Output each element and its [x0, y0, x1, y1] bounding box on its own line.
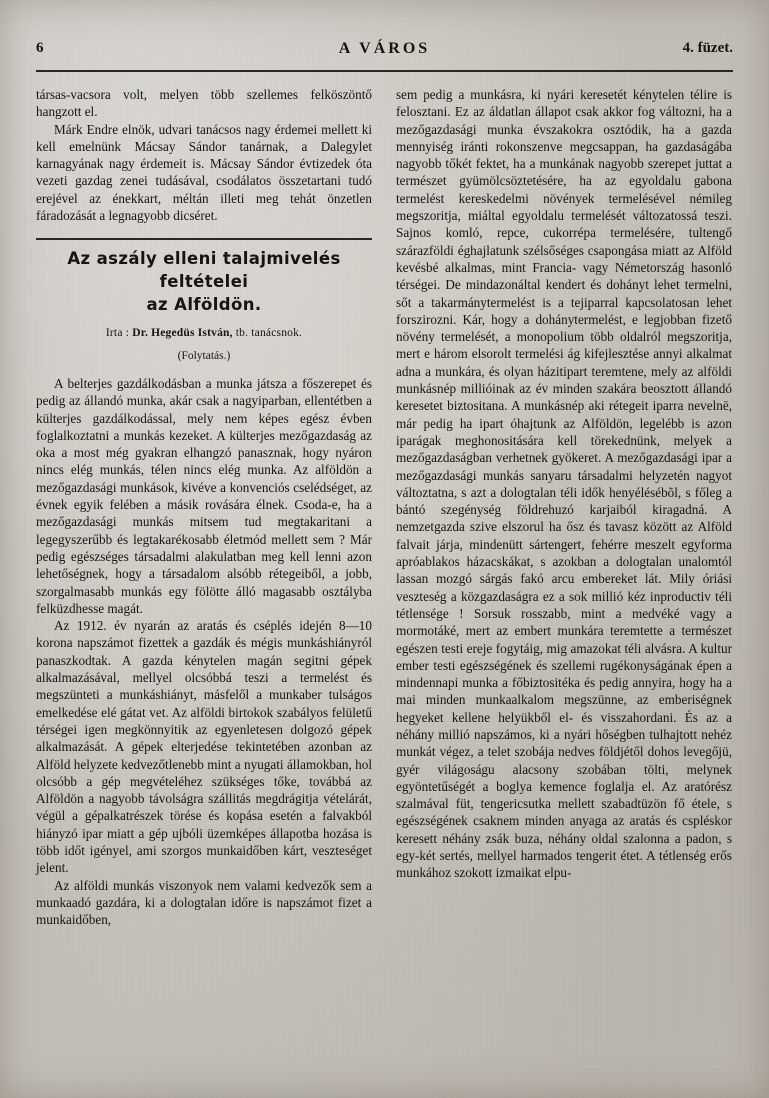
- byline-suffix: tb. tanácsnok.: [235, 327, 303, 340]
- byline-author: Dr. Hegedüs István,: [132, 327, 233, 340]
- left-column: [36, 86, 372, 1070]
- paragraph: A belterjes gazdálkodásban a munka játsza a főszerepet és pedig az állandó munka, akár csak a nagyiparban, ellentétben a külterjes gazdálkodással, mely nem képes egész évben foglalkoztatni a munkás kezeket. A külterjes mezőgazdaság az oka a most még gyakran elhangzó panasznak, hogy nyáron nincs elég munkás, télen nincs elég munka. Az alföldön a mezőgazdasági munkások, kivéve a konvenciós cselédséget, az évnek egyik felében a másik rovására élnek. Csoda-e, ha a mezőgazdasági munkás mitsem tud megtakaritani a legegyszerűbb és legtakarékosabb életmód mellett sem ? Már pedig egészséges társadalmi alakulatban meg kell lenni azon lehetőségnek, hogy a társadalom alsóbb rétegeiből, a jobb, szorgalmasabb munkás egy fölötte álló magasabb osztályba felküzdhesse magát.: [36, 375, 372, 616]
- article-title: [36, 247, 372, 316]
- byline-prefix: Irta :: [105, 327, 130, 340]
- journal-title: A VÁROS: [338, 40, 431, 57]
- article-title-line-1: Az aszály elleni talajmivelés feltételei: [67, 249, 341, 292]
- two-column-body: [36, 86, 733, 1070]
- article-header: [36, 238, 372, 365]
- article-continued-note: (Folytatás.): [177, 349, 231, 362]
- paragraph: sem pedig a munkásra, ki nyári keresetét kénytelen télire is felosztani. Ez az áldatlan állapot csak akkor fog változni, ha a mezőgazdasági munka évszakokra osztódik, ha a gazda mennyiség iránti rokonszenve megcsappan, ha gazdaságába nagyobb tőkét fektet, ha a munkának nagyobb szerepet juttat a természet gyümölcsöztetésére, ha az egyoldalu gabona termelést kereskedelmi növények termelésével némileg megszoritja, miáltal egyoldalu termelését változatossá teszi. Sajnos komló, repce, cukorrépa termelésére, tultengő szárazföldi éghajlatunk szélsőséges csapongása miatt az Alföld kevésbé alkalmas, mint Francia- vagy Németország hasonló térségei. De mindazonáltal kendert és dohányt lehet termelni, sőt a takarmánytermelést is a tejiparral kapcsolatosan lehet forszirozni. Kár, hogy a dohánytermelést, e legjobban fizető növény termelését, a monopolium több oldalról megszoritja, mert e három elsorolt termelési ág kifejlesztése annyi alkalmat adna a munkára, és olyan házitipart teremtene, mely az alföldi munkásnép millióinak az év minden szakára beosztott állandó keresetet biztositana. A munkásnép aki rétegeit iparra nevelnē, már pedig ha ipart óhajtunk az Alföldön, legelébb is azon iparágak meghonositására kell törekednünk, melyek a mezőgazdaságban verhetnek gyökeret. A mezőgazdasági ipar a mezőgazdasági munkás sanyaru társadalmi helyzetén nagyot változtatna, s azt a dologtalan téli idők henyélésébõl, s főleg a bántó szegénység földrehuzó karjaiból kiragadná. A nemzetgazda szive elszorul ha ősz és tavasz között az Alföld falvait járja, mindenütt sártengert, fehérre meszelt egyforma apróablakos házacskákat, s azokban a dologtalan unalomtól lassan mozgó sárgás fakó arcu embereket lát. Mily óriási veszteség a közgazdaságra ez a sok millió kéz inproductiv téli tétlensége ! Sorsuk rosszabb, mint a medvéké vagy a mormotáké, mert az embert munkára teremtette a természet egészen testi ereje fogytáig, mig amazokat téli alvásra. A kultur ember testi egészségének és szellemi rugékonyságának épen a mindennapi munka a főbiztositéka és pedig annyira, hogy ha a mai minden munkaalkalom megszünne, az emberiségnek hegyeket kellene helyükből el- és visszahordani. És az a néhány millió napszámos, ki a nyári hőségben tulhajtott nehéz munkát végez, a telet szobája nedves földjétől dohos levegőjü, gyér világoságu alacsony szobában tölti, melynek egyöntetűségét a boglya kemence foglalja el. Az aratórész szalmával füt, tengericsutka mellett szabadtüzön fő étele, s egészségének csaknem minden anyaga az aratás és cspléskor keresett néhány zsák buza, néhány oldal szalonna a padon, s egy-két sertés, mellyel harmados tengerit étet. A tétlenség erős munkához szokott izmaikat elpu-: [396, 87, 732, 881]
- paragraph: Márk Endre elnök, udvari tanácsos nagy érdemei mellett ki kell emelnünk Mácsay Sándor tanárnak, a Dalegylet karnagyának nagy érdemeit is. Mácsay Sándor évtizedek óta vezeti gazdag zenei tudásával, csodálatos összetartani tudó erejével az énekkart, méltán illeti meg tehát önzetlen fáradozását a legnagyobb dicséret.: [36, 121, 372, 224]
- page-number-left: 6: [36, 40, 44, 56]
- article-rule: [36, 238, 372, 240]
- paragraph: Az alföldi munkás viszonyok nem valami kedvezők sem a munkaadó gazdára, ki a dologtalan időre is napszámot fizet a munkaidőben,: [36, 877, 372, 928]
- issue-label: 4. füzet.: [682, 40, 733, 56]
- running-head: [36, 40, 733, 66]
- header-rule: [36, 70, 733, 72]
- right-column: [396, 86, 732, 1070]
- paragraph: társas-vacsora volt, melyen több szellemes felköszöntő hangzott el.: [36, 87, 372, 120]
- article-byline: [36, 325, 372, 342]
- paragraph: Az 1912. év nyarán az aratás és cséplés idején 8—10 korona napszámot fizettek a gazdák és mégis munkáshiányról panaszkodtak. A gazda kénytelen magán segitni gépek alkalmazásával, mellyel olcsóbbá teszi a termelést és megszünteti a munkáshiányt, másfelől a munkaber tulságos emelkedése elé gátat vet. Az alföldi birtokok szabályos felületű térségei igen megkönnyitik az egyenletesen dolgozó gépek alkalmazását. A gépek elterjedése tekintetében azonban az Alföld helyzete kedvezőtlenebb mint a nyugati államokban, hol olcsóbb a gép megvételéhez szükséges tőke, továbbá az Alföldön a nagyobb távolságra szállitás megdrágitja vételárát, végül a gépalkatrészek törése és kopása esetén a falvakból hiányzó ipar miatt a gép ujbóli üzemképes állapotba hozása is több időt igényel, ami szorgos munkaidőben kárt, veszteséget jelent.: [36, 618, 372, 876]
- article-title-line-2: az Alföldön.: [146, 295, 262, 315]
